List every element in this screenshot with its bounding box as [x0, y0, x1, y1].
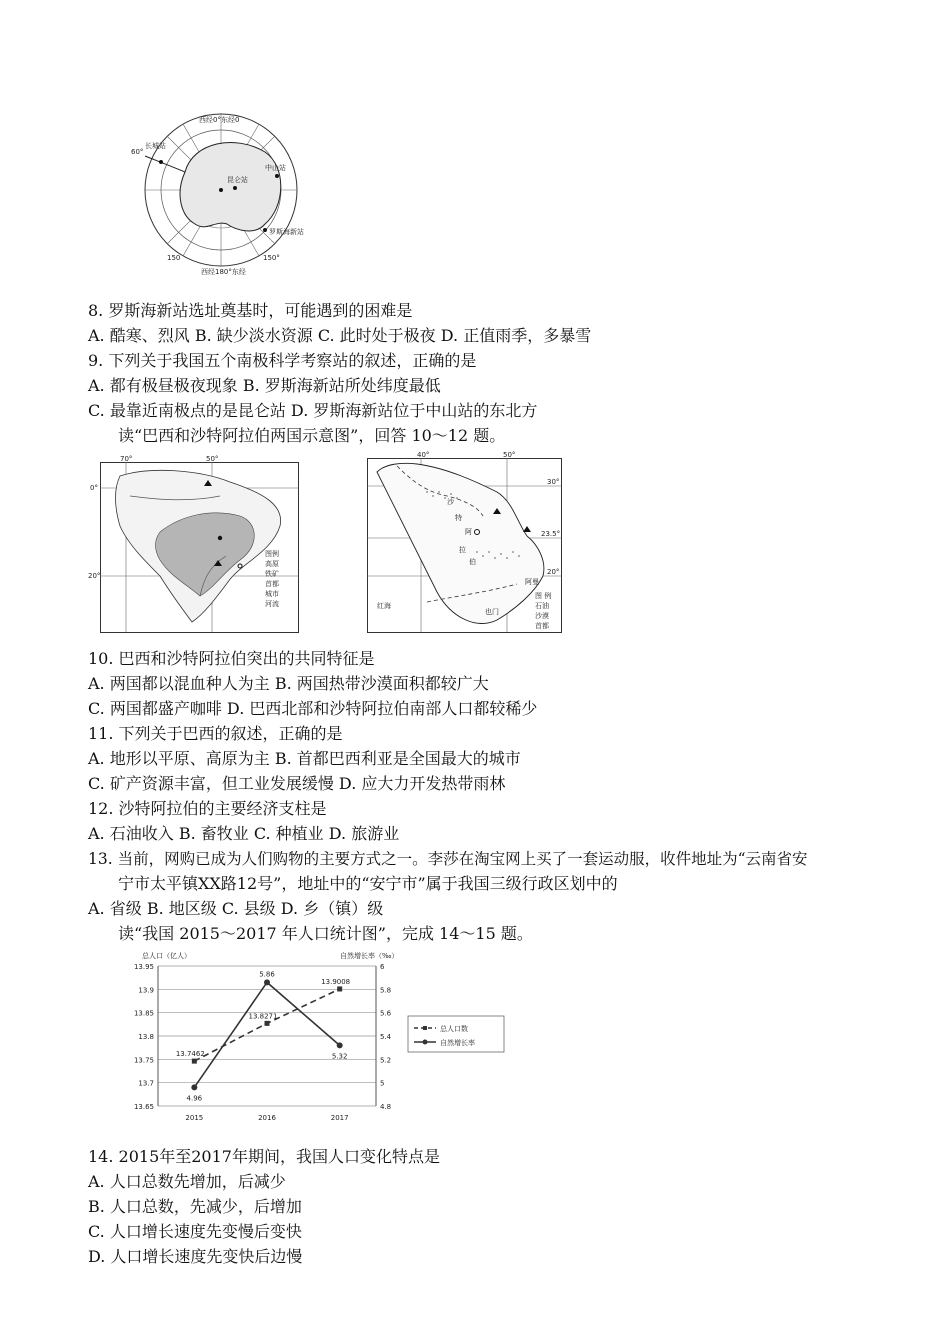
brazil-legend-1: 高原: [265, 560, 279, 568]
brazil-lon50: 50°: [206, 455, 219, 463]
legend-label: 自然增长率: [440, 1039, 475, 1047]
ytick-right: 5.4: [380, 1033, 392, 1041]
ytick-left: 13.75: [133, 1056, 154, 1065]
brazil-legend-2: 铁矿: [265, 570, 279, 578]
point-total-population: [265, 1021, 270, 1026]
brazil-legend-3: 首都: [265, 580, 279, 588]
saudi-char-5: 伯: [469, 558, 476, 566]
saudi-char-3: 阿: [465, 528, 472, 536]
label-total-population: 13.9008: [321, 977, 351, 986]
xtick: 2015: [185, 1114, 204, 1122]
label-great-wall: 长城站: [145, 142, 166, 150]
q9-options-row2: C. 最靠近南极点的是昆仑站 D. 罗斯海新站位于中山站的东北方: [88, 401, 538, 420]
ytick-right: 5.6: [380, 1009, 392, 1018]
label-ross: 罗斯海新站: [269, 228, 304, 236]
saudi-lat20: 20°: [547, 568, 560, 576]
saudi-lon50: 50°: [503, 451, 516, 459]
q10-options-row1: A. 两国都以混血种人为主 B. 两国热带沙漠面积都较广大: [88, 674, 489, 693]
population-chart: [118, 948, 510, 1124]
brazil-lon70: 70°: [120, 455, 133, 463]
q8-options: A. 酷寒、烈风 B. 缺少淡水资源 C. 此时处于极夜 D. 正值雨季，多暴雪: [88, 326, 592, 345]
q8-stem: 8. 罗斯海新站选址奠基时，可能遇到的困难是: [88, 301, 413, 320]
saudi-legend-title: 图 例: [535, 592, 552, 600]
q13-stem-line2: 宁市太平镇XX路12号”，地址中的“安宁市”属于我国三级行政区划中的: [118, 874, 618, 893]
label-lon-left: 150: [167, 254, 181, 262]
q14-option-c: C. 人口增长速度先变慢后变快: [88, 1222, 302, 1241]
q12-stem: 12. 沙特阿拉伯的主要经济支柱是: [88, 799, 327, 818]
ytick-right: 5: [380, 1079, 385, 1088]
chart-ticks: [134, 963, 392, 1122]
point-total-population: [337, 986, 342, 991]
q11-options-row1: A. 地形以平原、高原为主 B. 首都巴西利亚是全国最大的城市: [88, 749, 521, 768]
ytick-right: 6: [380, 963, 385, 971]
q9-stem: 9. 下列关于我国五个南极科学考察站的叙述，正确的是: [88, 351, 477, 370]
q10-stem: 10. 巴西和沙特阿拉伯突出的共同特征是: [88, 649, 375, 668]
q13-options: A. 省级 B. 地区级 C. 县级 D. 乡（镇）级: [88, 899, 384, 918]
label-total-population: 13.8271: [248, 1012, 278, 1021]
brazil-legend-5: 河流: [265, 600, 279, 608]
chart-ylabel-left: 总人口（亿人）: [142, 952, 191, 960]
label-kunlun: 昆仑站: [227, 176, 248, 184]
series-line-1: [194, 982, 339, 1087]
label-growth-rate: 5.86: [259, 970, 275, 979]
saudi-char-4: 拉: [459, 546, 466, 554]
ytick-right: 5.2: [380, 1056, 392, 1065]
ytick-right: 5.8: [380, 986, 392, 995]
label-growth-rate: 4.96: [186, 1094, 203, 1103]
saudi-char-2: 特: [455, 514, 462, 522]
ytick-right: 4.8: [380, 1103, 392, 1111]
saudi-map: [367, 452, 567, 634]
q12-options: A. 石油收入 B. 畜牧业 C. 种植业 D. 旅游业: [88, 824, 400, 843]
saudi-legend-3: 首都: [535, 622, 549, 630]
point-growth-rate: [337, 1042, 343, 1048]
intro-14-15: 读“我国 2015～2017 年人口统计图”，完成 14～15 题。: [118, 924, 533, 943]
q9-options-row1: A. 都有极昼极夜现象 B. 罗斯海新站所处纬度最低: [88, 376, 441, 395]
ytick-left: 13.7: [138, 1079, 154, 1088]
label-total-population: 13.7462: [175, 1050, 205, 1059]
saudi-yemen: 也门: [485, 608, 499, 616]
label-lat: 60°: [131, 148, 144, 156]
label-growth-rate: 5.32: [331, 1052, 348, 1061]
point-growth-rate: [264, 979, 270, 985]
brazil-lat20: 20°: [88, 572, 101, 580]
brazil-map: [88, 455, 300, 634]
legend-marker: [423, 1026, 427, 1030]
q11-stem: 11. 下列关于巴西的叙述，正确的是: [88, 724, 343, 743]
xtick: 2016: [258, 1114, 276, 1122]
saudi-oman: 阿曼: [525, 578, 539, 586]
brazil-legend-title: 图例: [265, 550, 279, 558]
saudi-char-1: 沙: [447, 498, 454, 506]
saudi-legend-1: 石油: [535, 602, 549, 610]
saudi-lat23: 23.5°: [541, 530, 561, 538]
xtick: 2017: [330, 1114, 349, 1122]
q14-option-d: D. 人口增长速度先变快后边慢: [88, 1247, 303, 1266]
label-zhongshan: 中山站: [265, 164, 286, 172]
label-top: 西经0°东经0: [199, 116, 240, 124]
intro-10-12: 读“巴西和沙特阿拉伯两国示意图”，回答 10～12 题。: [118, 426, 506, 445]
ytick-left: 13.65: [133, 1103, 154, 1111]
q14-stem: 14. 2015年至2017年期间，我国人口变化特点是: [88, 1147, 440, 1166]
antarctica-map: [115, 112, 335, 277]
q13-stem-line1: 13. 当前，网购已成为人们购物的主要方式之一。李莎在淘宝网上买了一套运动服，收件地址为“云南省安: [88, 850, 808, 868]
q14-option-b: B. 人口总数，先减少，后增加: [88, 1197, 302, 1216]
ytick-left: 13.95: [133, 963, 154, 971]
saudi-sea: 红海: [377, 602, 391, 610]
label-lon-right: 150°: [263, 254, 280, 262]
brazil-legend-4: 城市: [265, 590, 279, 598]
brazil-lat0: 0°: [90, 484, 98, 492]
chart-grid: [158, 966, 376, 1106]
q10-options-row2: C. 两国都盛产咖啡 D. 巴西北部和沙特阿拉伯南部人口都较稀少: [88, 699, 538, 718]
chart-legend: [408, 1016, 504, 1052]
ytick-left: 13.9: [138, 986, 154, 995]
saudi-lon40: 40°: [417, 451, 430, 459]
ytick-left: 13.85: [133, 1009, 154, 1018]
ytick-left: 13.8: [138, 1033, 154, 1041]
point-total-population: [192, 1059, 197, 1064]
saudi-lat30: 30°: [547, 478, 560, 486]
q11-options-row2: C. 矿产资源丰富，但工业发展缓慢 D. 应大力开发热带雨林: [88, 774, 506, 793]
saudi-legend-2: 沙漠: [535, 612, 549, 620]
label-bottom: 西经180°东经: [201, 268, 246, 276]
q14-option-a: A. 人口总数先增加，后减少: [88, 1172, 286, 1191]
point-growth-rate: [191, 1084, 197, 1090]
chart-ylabel-right: 自然增长率（‰）: [340, 952, 399, 960]
legend-marker: [423, 1040, 428, 1045]
legend-label: 总人口数: [440, 1025, 468, 1033]
